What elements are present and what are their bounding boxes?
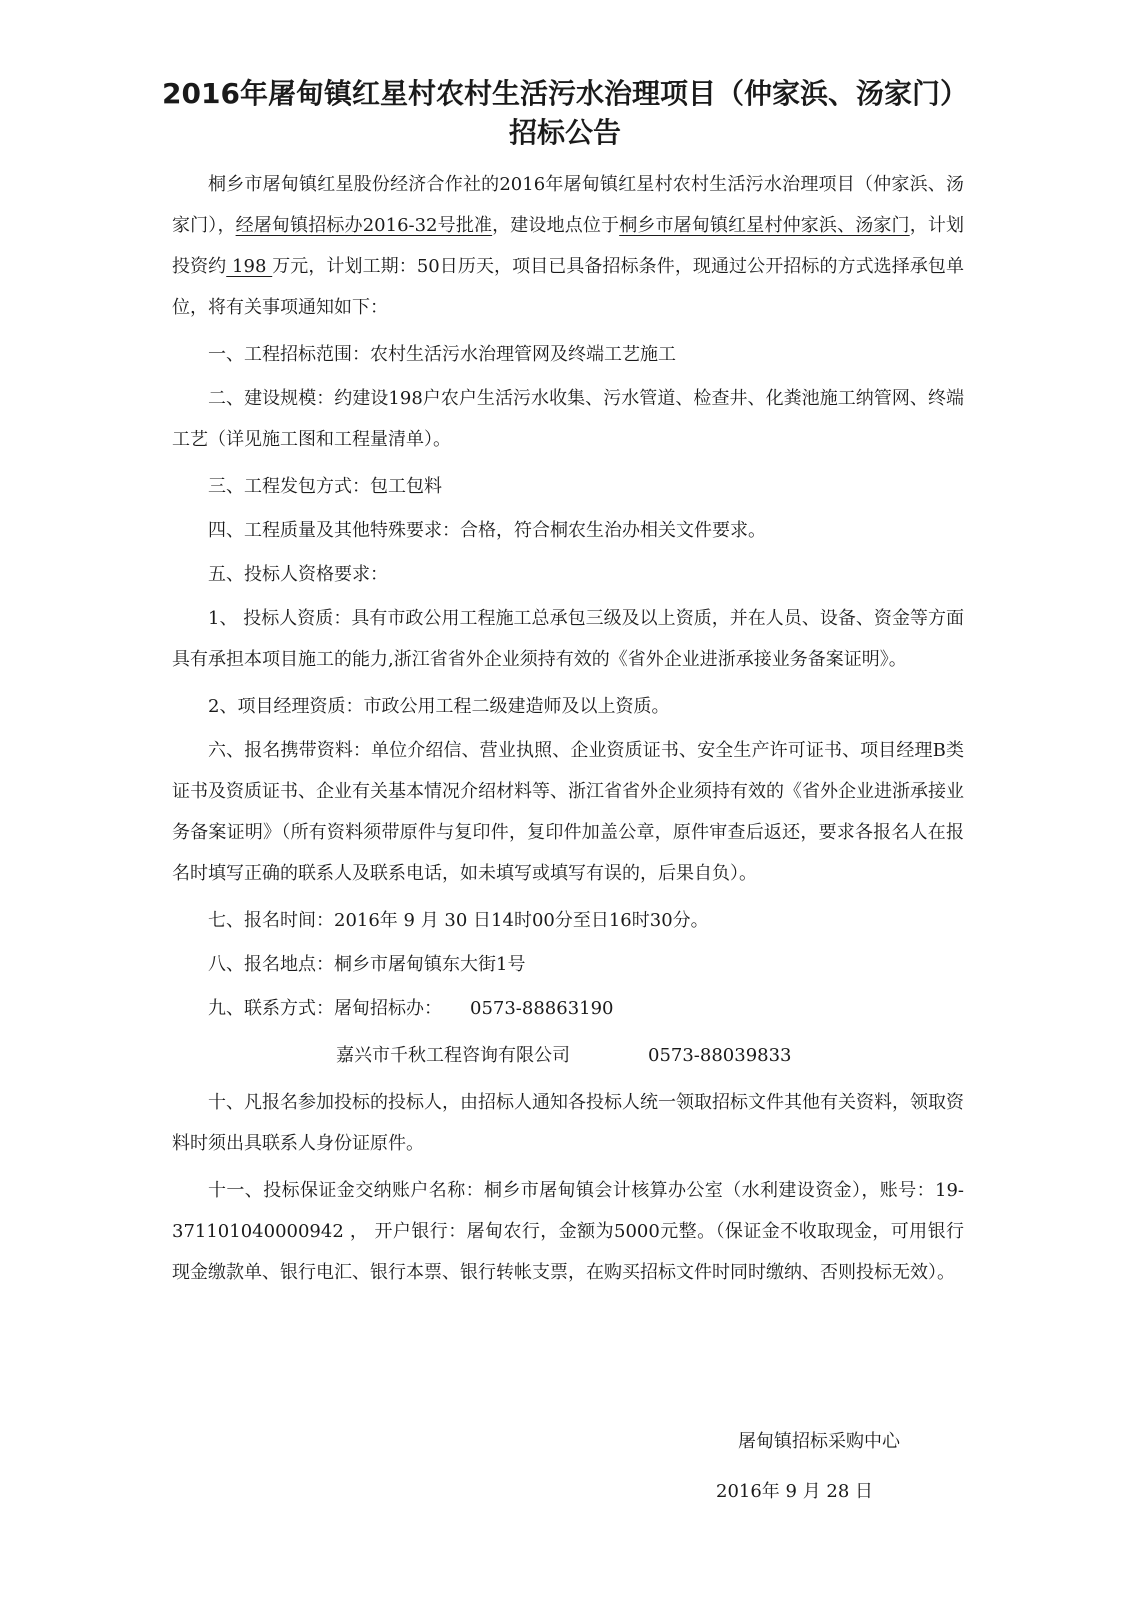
item-4: 四、工程质量及其他特殊要求：合格，符合桐农生治办相关文件要求。 [208,520,766,541]
approval-text: 经屠甸镇招标办2016-32号批准 [235,215,493,236]
contact-phone-1: 0573-88863190 [470,998,614,1019]
document-title: 2016年屠甸镇红星村农村生活污水治理项目（仲家浜、汤家门） [162,77,968,110]
item-5: 五、投标人资格要求： [208,564,388,585]
item-1: 一、工程招标范围：农村生活污水治理管网及终端工艺施工 [208,344,676,365]
intro-text-1: 桐乡市屠甸镇红星股份经济合作社的2016年屠甸镇红星村农村生活污水治理项目（仲家浜、汤家门）， [172,174,964,236]
item-6: 六、报名携带资料：单位介绍信、营业执照、企业资质证书、安全生产许可证书、项目经理B类证书及资质证书、企业有关基本情况介绍材料等、浙江省省外企业须持有效的《省外企业进浙承接业务备案证明》（所有资料须带原件与复印件，复印件加盖公章，原件审查后返还，要求各报名人在报名时填写正确的联系人及联系电话，如未填写或填写有误的，后果自负）。 [172,740,964,884]
item-5-2: 2、项目经理资质：市政公用工程二级建造师及以上资质。 [208,696,670,717]
investment-amount: 198 [226,256,273,277]
signature-date: 2016年 9 月 28 日 [716,1481,874,1502]
intro-text-4: 万元，计划工期：50日历天，项目已具备招标条件，现通过公开招标的方式选择承包单位，将有关事项通知如下： [172,256,964,318]
intro-paragraph [172,164,964,328]
location-text: 桐乡市屠甸镇红星村仲家浜、汤家门 [619,215,910,236]
contact-line-2 [172,1035,964,1076]
contact-company: 嘉兴市千秋工程咨询有限公司 [336,1045,570,1066]
signature-org: 屠甸镇招标采购中心 [738,1431,900,1452]
item-11: 十一、投标保证金交纳账户名称：桐乡市屠甸镇会计核算办公室（水利建设资金），账号：19-371101040000942 ， 开户银行：屠甸农行，金额为5000元整。（保证金不收取现金，可用银行现金缴款单、银行电汇、银行本票、银行转帐支票，在购买招标文件时同时缴纳、否则投标无效）。 [172,1180,964,1283]
item-8: 八、报名地点：桐乡市屠甸镇东大街1号 [208,954,526,975]
contact-line-1 [172,988,964,1029]
item-3: 三、工程发包方式：包工包料 [208,476,442,497]
document-subtitle: 招标公告 [508,116,621,149]
document-body [172,164,964,1299]
contact-label: 九、联系方式：屠甸招标办： [208,998,442,1019]
item-5-1: 1、 投标人资质：具有市政公用工程施工总承包三级及以上资质，并在人员、设备、资金等方面具有承担本项目施工的能力,浙江省省外企业须持有效的《省外企业进浙承接业务备案证明》。 [172,608,964,670]
contact-phone-2: 0573-88039833 [648,1045,792,1066]
intro-text-3: ，计划投资约 [172,215,965,277]
item-7: 七、报名时间：2016年 9 月 30 日14时00分至日16时30分。 [208,910,709,931]
intro-text-2: ，建设地点位于 [492,215,620,236]
item-2: 二、建设规模：约建设198户农户生活污水收集、污水管道、检查井、化粪池施工纳管网、终端工艺（详见施工图和工程量清单）。 [172,388,964,450]
item-10: 十、凡报名参加投标的投标人，由招标人通知各投标人统一领取招标文件其他有关资料，领取资料时须出具联系人身份证原件。 [172,1092,964,1154]
